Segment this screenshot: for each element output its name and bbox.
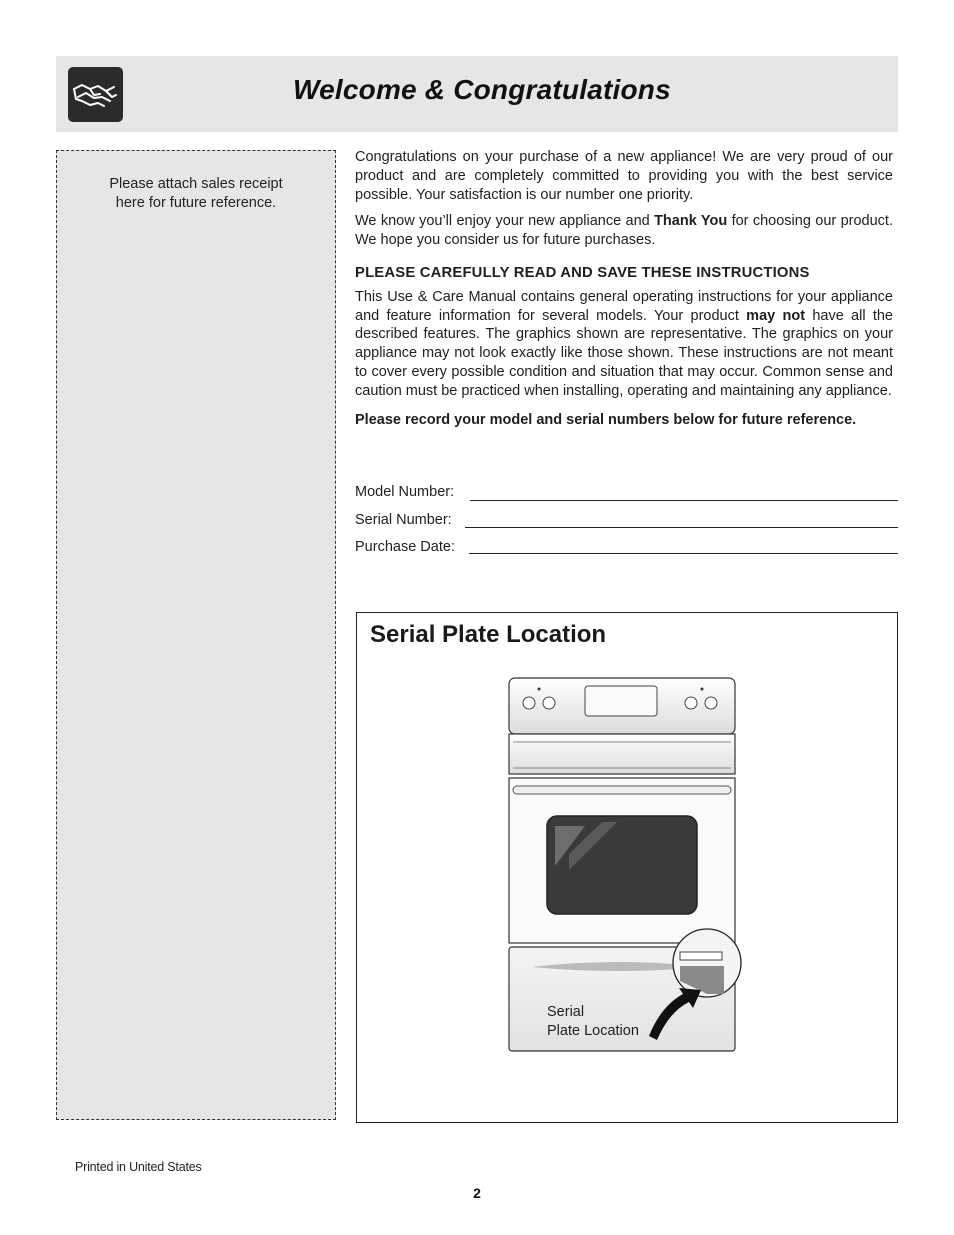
intro-content bbox=[355, 148, 893, 437]
handshake-icon bbox=[68, 67, 123, 122]
intro-p2-after: for choosing our product. We hope you consider us for future purchases. bbox=[355, 213, 893, 249]
instructions-p-after: have all the described features. The graphics shown are representative. The graphics on your appliance may not look exactly like those shown. These instructions are not meant to cover every possible condition and situation that may occur. Common sense and caution must be practiced when installing, operating and maintaining any appliance. bbox=[355, 307, 893, 399]
receipt-attach-area bbox=[56, 150, 336, 1120]
record-note: Please record your model and serial numbers below for future reference. bbox=[355, 411, 857, 428]
thank-you-text: Thank You bbox=[654, 213, 728, 230]
intro-paragraph-2 bbox=[355, 212, 893, 250]
serial-plate-caption bbox=[547, 1003, 639, 1041]
serial-plate bbox=[680, 952, 722, 960]
serial-number-line[interactable] bbox=[465, 527, 898, 528]
serial-number-label: Serial Number: bbox=[355, 512, 452, 528]
page-number: 2 bbox=[473, 1185, 481, 1201]
instructions-p-before: This Use & Care Manual contains general operating instructions for your appliance and feature information for several models. Your product bbox=[355, 288, 893, 324]
knob-icon bbox=[523, 697, 535, 709]
page-header bbox=[56, 56, 898, 132]
knob-icon bbox=[685, 697, 697, 709]
intro-p2-before: We know you’ll enjoy your new appliance and bbox=[355, 213, 655, 230]
serial-caption-line1: Serial bbox=[547, 1004, 585, 1020]
page-title: Welcome & Congratulations bbox=[293, 74, 671, 105]
range-illustration bbox=[507, 676, 747, 1056]
receipt-note-line1: Please attach sales receipt bbox=[109, 176, 283, 192]
serial-plate-box bbox=[356, 612, 898, 1123]
purchase-date-label: Purchase Date: bbox=[355, 539, 455, 555]
instructions-heading: PLEASE CAREFULLY READ AND SAVE THESE INSTRUCTIONS bbox=[355, 264, 810, 281]
intro-paragraph-1: Congratulations on your purchase of a new appliance! We are very proud of our product and are completely committed to providing you with the best service possible. Your satisfaction is our number one priority. bbox=[355, 149, 893, 203]
serial-caption-line2: Plate Location bbox=[547, 1023, 639, 1039]
display-window bbox=[585, 686, 657, 716]
door-handle bbox=[513, 786, 731, 794]
printed-in-note: Printed in United States bbox=[75, 1160, 202, 1174]
knob-icon bbox=[543, 697, 555, 709]
instructions-paragraph bbox=[355, 288, 893, 401]
model-number-label: Model Number: bbox=[355, 484, 455, 500]
may-not-text: may not bbox=[746, 307, 806, 324]
knob-icon bbox=[705, 697, 717, 709]
model-number-line[interactable] bbox=[470, 500, 898, 501]
receipt-note bbox=[57, 175, 335, 213]
serial-plate-title: Serial Plate Location bbox=[370, 621, 607, 648]
purchase-date-line[interactable] bbox=[469, 553, 898, 554]
receipt-note-line2: here for future reference. bbox=[115, 195, 277, 211]
